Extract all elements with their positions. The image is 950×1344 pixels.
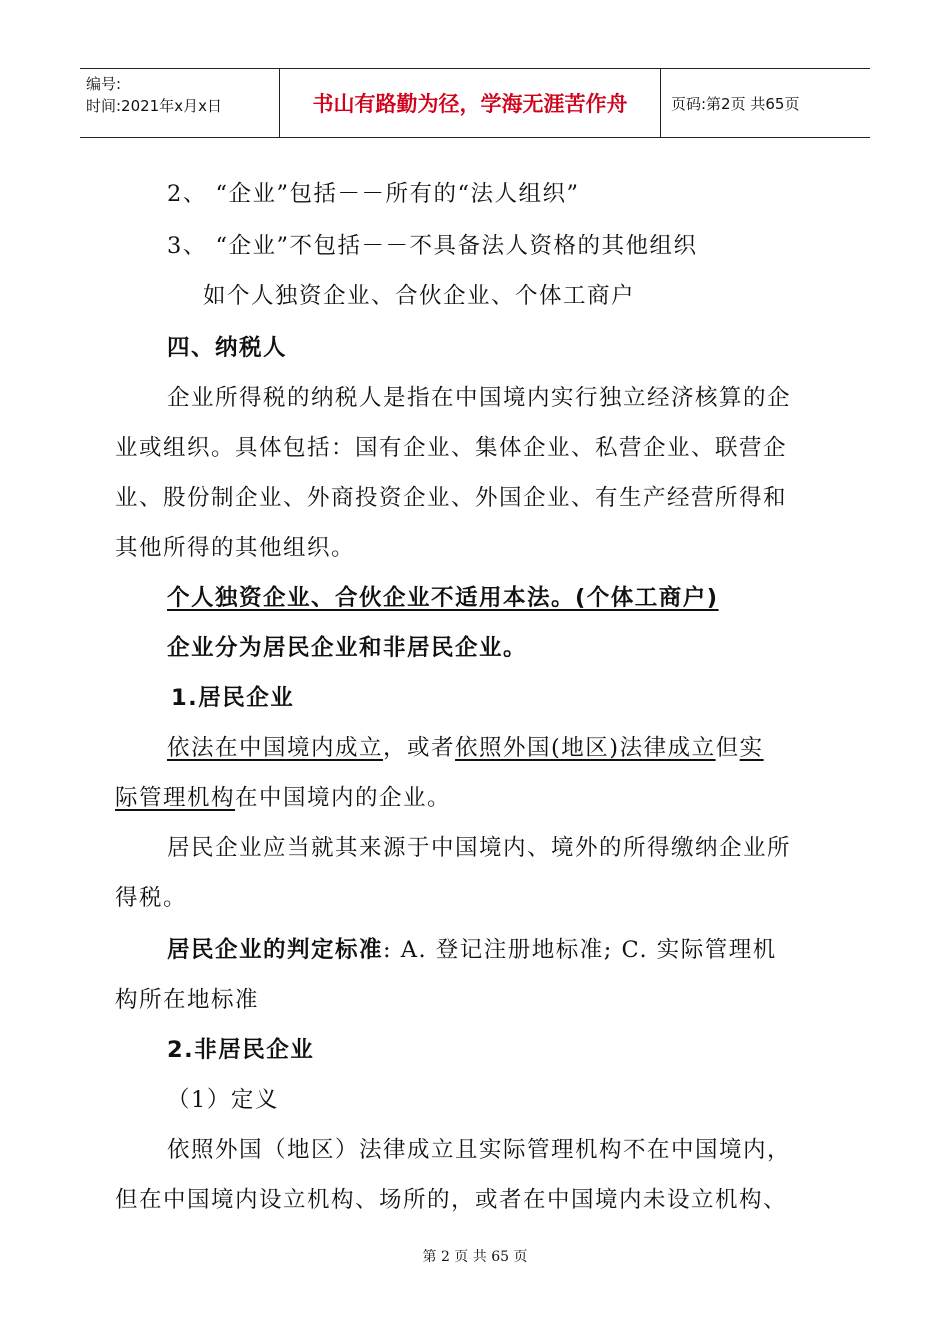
paragraph-line: 居民企业应当就其来源于中国境内、境外的所得缴纳企业所 xyxy=(167,835,792,861)
header-meta xyxy=(80,69,280,137)
underlined-text: 依法在中国境内成立 xyxy=(167,735,384,761)
plain-text: 但 xyxy=(715,735,740,761)
paragraph-line: 如个人独资企业、合伙企业、个体工商户 xyxy=(203,283,636,309)
underlined-text: 际管理机构 xyxy=(115,785,236,811)
page-header xyxy=(80,68,870,138)
paragraph-line: 依照外国（地区）法律成立且实际管理机构不在中国境内， xyxy=(167,1137,792,1163)
paragraph-line: 但在中国境内设立机构、场所的，或者在中国境内未设立机构、 xyxy=(115,1187,788,1213)
plain-text: ，或者 xyxy=(383,735,456,761)
paragraph-line: 业、股份制企业、外商投资企业、外国企业、有生产经营所得和 xyxy=(115,485,788,511)
paragraph-line: 其他所得的其他组织。 xyxy=(115,535,356,561)
header-page-info: 页码:第2页 共65页 xyxy=(671,94,800,113)
header-slogan: 书山有路勤为径，学海无涯苦作舟 xyxy=(280,69,661,137)
paragraph-line: 3、 “企业”不包括－－不具备法人资格的其他组织 xyxy=(167,233,698,259)
page-footer: 第 2 页 共 65 页 xyxy=(422,1249,528,1265)
subsection-heading: 2.非居民企业 xyxy=(167,1037,315,1063)
paragraph-line: 业或组织。具体包括：国有企业、集体企业、私营企业、联营企 xyxy=(115,435,788,461)
number-label: 编号: xyxy=(86,75,122,93)
paragraph-line: 企业所得税的纳税人是指在中国境内实行独立经济核算的企 xyxy=(167,385,792,411)
emphasis-line: 企业分为居民企业和非居民企业。 xyxy=(167,635,528,661)
paragraph-line: 构所在地标准 xyxy=(115,987,260,1013)
paragraph-line: 得税。 xyxy=(115,885,188,911)
paragraph-line xyxy=(167,730,764,762)
section-heading: 四、纳税人 xyxy=(167,335,288,361)
bold-text: 居民企业的判定标准 xyxy=(167,937,384,963)
time-label: 时间:2021年x月x日 xyxy=(86,97,222,115)
emphasis-line: 个人独资企业、合伙企业不适用本法。(个体工商户) xyxy=(167,585,719,611)
underlined-text: 实 xyxy=(739,735,764,761)
plain-text: 在中国境内的企业。 xyxy=(235,785,452,811)
plain-text: : A. 登记注册地标准; C. 实际管理机 xyxy=(383,937,777,963)
paragraph-line: 2、 “企业”包括－－所有的“法人组织” xyxy=(167,181,580,207)
subsection-heading: 1.居民企业 xyxy=(171,685,295,711)
paragraph-line xyxy=(115,780,451,812)
paragraph-line: （1）定义 xyxy=(167,1087,279,1113)
underlined-text: 依照外国(地区)法律成立 xyxy=(455,735,716,761)
paragraph-line xyxy=(167,932,777,964)
